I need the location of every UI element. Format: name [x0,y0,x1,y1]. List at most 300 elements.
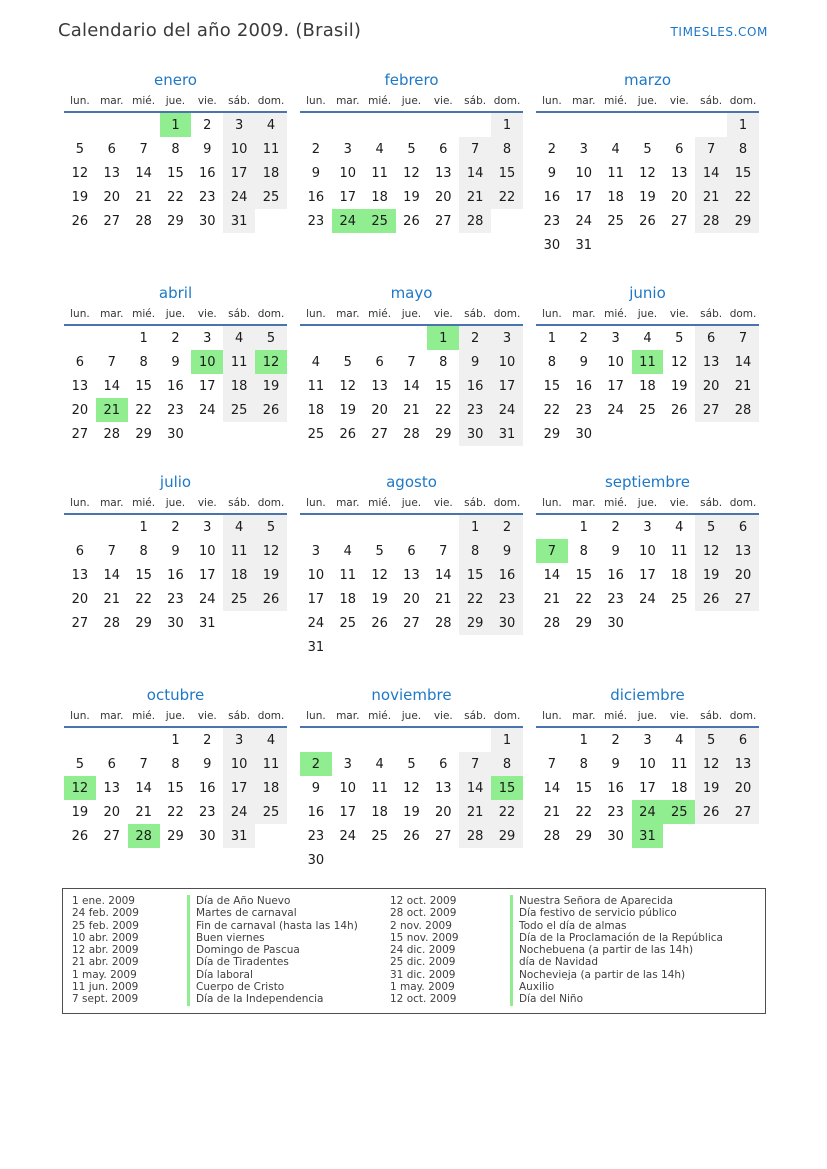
week-row [64,611,287,635]
day-cell: 23 [199,804,216,820]
weekend-day-cell: 22 [727,185,759,209]
day-cell: 30 [199,213,216,229]
day-cell: 2 [171,519,180,535]
day-cell: 5 [75,141,85,157]
day-cell: 4 [643,330,652,346]
day-cell: 18 [339,591,357,607]
weekday-header: lun. [64,495,96,514]
day-cell: 27 [435,213,452,229]
day-cell: 17 [639,780,656,796]
empty-cell [600,422,632,446]
weekday-header: mar. [568,495,600,514]
day-cell: 10 [607,354,624,370]
empty-cell [300,325,332,350]
weekend-day-cell: 14 [695,161,727,185]
week-row [300,848,523,872]
day-cell: 22 [167,804,184,820]
day-cell: 31 [199,615,216,631]
day-cell: 5 [343,354,352,370]
empty-cell [459,848,491,872]
day-cell: 27 [71,615,89,631]
weekend-day-cell: 22 [459,587,491,611]
legend-column-right [390,895,765,1006]
empty-cell [300,112,332,137]
weekend-day-cell: 28 [459,824,491,848]
empty-cell [364,635,396,659]
day-cell: 21 [403,402,420,418]
legend-date: 15 nov. 2009 [390,931,459,944]
weekday-header: vie. [427,93,459,112]
week-row [536,350,759,374]
holiday-day-cell: 1 [427,325,459,350]
weekday-header: lun. [64,708,96,727]
weekend-day-cell: 29 [491,824,523,848]
day-cell: 7 [547,756,557,772]
day-cell: 12 [71,165,89,181]
empty-cell [364,514,396,539]
day-cell: 28 [435,615,452,631]
weekday-header: lun. [536,495,568,514]
day-cell: 20 [71,591,89,607]
month-abril [64,284,287,446]
weekend-day-cell: 4 [223,514,255,539]
day-cell: 11 [339,567,357,583]
empty-cell [427,112,459,137]
day-cell: 14 [543,780,561,796]
day-cell: 4 [675,732,684,748]
empty-cell [663,422,695,446]
day-cell: 2 [171,330,180,346]
month-table [300,93,523,233]
weekend-day-cell: 24 [491,398,523,422]
empty-cell [96,727,128,752]
empty-cell [427,635,459,659]
weekend-day-cell: 26 [695,587,727,611]
day-cell: 6 [107,756,116,772]
week-row [300,350,523,374]
week-row [64,776,287,800]
legend-holiday-name: Cuerpo de Cristo [187,981,284,993]
day-cell: 17 [639,567,656,583]
empty-cell [300,514,332,539]
weekend-day-cell: 6 [727,727,759,752]
empty-cell [695,233,727,257]
day-cell: 18 [607,189,624,205]
legend-column-left [72,895,390,1006]
day-cell: 15 [135,378,152,394]
month-marzo [536,71,759,257]
weekend-day-cell: 3 [491,325,523,350]
weekday-header: sáb. [459,93,491,112]
weekday-header: lun. [536,306,568,325]
empty-cell [695,112,727,137]
day-cell: 3 [643,519,652,535]
month-table [300,708,523,872]
week-row [300,398,523,422]
legend-row [72,956,390,968]
week-row [536,800,759,824]
day-cell: 30 [167,615,184,631]
day-cell: 30 [167,426,184,442]
week-row [300,161,523,185]
week-row [64,350,287,374]
week-row [536,161,759,185]
day-cell: 27 [671,213,688,229]
weekend-day-cell: 4 [255,112,287,137]
day-cell: 2 [203,117,212,133]
month-table [536,306,759,446]
weekday-header: mar. [568,93,600,112]
day-cell: 26 [371,615,388,631]
day-cell: 10 [339,165,357,181]
day-cell: 21 [103,591,121,607]
weekend-day-cell: 21 [459,800,491,824]
weekday-header: vie. [427,708,459,727]
empty-cell [396,635,428,659]
day-cell: 25 [671,591,688,607]
empty-cell [96,112,128,137]
day-cell: 16 [199,165,216,181]
month-mayo [300,284,523,446]
day-cell: 11 [671,756,688,772]
weekday-header: dom. [491,708,523,727]
day-cell: 6 [75,543,85,559]
day-cell: 29 [135,615,152,631]
holiday-day-cell: 25 [663,800,695,824]
day-cell: 19 [403,804,420,820]
day-cell: 21 [435,591,452,607]
day-cell: 4 [611,141,620,157]
legend-row [72,920,390,932]
day-cell: 30 [575,426,593,442]
weekend-day-cell: 30 [459,422,491,446]
day-cell: 10 [575,165,593,181]
day-cell: 28 [103,426,121,442]
weekday-header: sáb. [695,93,727,112]
empty-cell [364,112,396,137]
day-cell: 27 [403,615,420,631]
day-cell: 20 [671,189,688,205]
day-cell: 2 [203,732,212,748]
week-row [536,514,759,539]
empty-cell [632,422,664,446]
day-cell: 7 [407,354,416,370]
day-cell: 2 [611,519,620,535]
legend-date: 25 dic. 2009 [390,956,456,969]
day-cell: 26 [403,213,420,229]
week-row [64,514,287,539]
month-noviembre [300,686,523,872]
weekend-day-cell: 8 [491,137,523,161]
weekday-header: vie. [191,306,223,325]
day-cell: 24 [639,591,656,607]
week-row [300,752,523,776]
weekend-day-cell: 17 [491,374,523,398]
holiday-day-cell: 2 [300,752,332,776]
empty-cell [632,611,664,635]
day-cell: 7 [439,543,448,559]
day-cell: 28 [135,213,152,229]
day-cell: 9 [547,165,557,181]
empty-cell [396,727,428,752]
empty-cell [600,233,632,257]
legend-holiday-name: día de Navidad [510,956,598,968]
weekday-header: jue. [160,708,192,727]
weekend-day-cell: 25 [223,398,255,422]
weekday-header: dom. [727,495,759,514]
weekend-day-cell: 8 [491,752,523,776]
month-enero [64,71,287,233]
legend-row [390,969,765,981]
legend-row [72,969,390,981]
day-cell: 2 [547,141,557,157]
weekend-day-cell: 17 [223,161,255,185]
weekday-header: jue. [632,495,664,514]
empty-cell [396,112,428,137]
weekday-header: mié. [128,495,160,514]
day-cell: 7 [107,354,116,370]
day-cell: 12 [671,354,688,370]
day-cell: 13 [403,567,420,583]
legend-holiday-name: Fin de carnaval (hasta las 14h) [187,920,358,932]
weekend-day-cell: 18 [223,563,255,587]
day-cell: 9 [203,141,212,157]
holiday-day-cell: 31 [632,824,664,848]
day-cell: 9 [611,756,620,772]
weekend-day-cell: 10 [223,137,255,161]
legend-date: 25 feb. 2009 [72,919,139,932]
weekday-header: jue. [632,306,664,325]
day-cell: 6 [675,141,684,157]
weekend-day-cell: 31 [223,209,255,233]
weekday-header: sáb. [223,93,255,112]
empty-cell [300,727,332,752]
week-row [64,112,287,137]
day-cell: 15 [135,567,152,583]
day-cell: 18 [371,804,388,820]
weekday-header: lun. [300,93,332,112]
weekend-day-cell: 20 [695,374,727,398]
page-title: Calendario del año 2009. (Brasil) [58,20,362,41]
weekend-day-cell: 1 [491,727,523,752]
week-row [300,112,523,137]
empty-cell [223,611,255,635]
weekend-day-cell: 29 [459,611,491,635]
empty-cell [64,325,96,350]
day-cell: 1 [579,519,588,535]
legend-holiday-name: Todo el día de almas [510,920,627,932]
weekend-day-cell: 2 [491,514,523,539]
week-row [536,209,759,233]
month-table [536,495,759,635]
weekend-day-cell: 8 [727,137,759,161]
month-title: febrero [384,71,439,89]
weekday-header: mié. [128,306,160,325]
day-cell: 10 [339,780,357,796]
day-cell: 15 [167,165,184,181]
day-cell: 11 [307,378,325,394]
day-cell: 3 [611,330,620,346]
empty-cell [536,514,568,539]
week-row [300,374,523,398]
week-row [300,325,523,350]
day-cell: 29 [167,828,184,844]
weekend-day-cell: 22 [491,185,523,209]
weekend-day-cell: 25 [255,185,287,209]
empty-cell [332,112,364,137]
weekday-header: sáb. [695,306,727,325]
day-cell: 14 [135,780,152,796]
month-title: julio [159,473,192,491]
weekday-header: mié. [128,708,160,727]
weekday-header: mié. [364,306,396,325]
weekday-header: jue. [160,306,192,325]
day-cell: 18 [371,189,388,205]
weekday-header: vie. [663,306,695,325]
week-row [300,422,523,446]
day-cell: 22 [135,402,152,418]
empty-cell [427,727,459,752]
weekend-day-cell: 5 [695,727,727,752]
day-cell: 9 [311,780,321,796]
weekday-header: sáb. [223,708,255,727]
weekend-day-cell: 13 [727,752,759,776]
day-cell: 5 [375,543,384,559]
day-cell: 22 [435,402,452,418]
empty-cell [255,611,287,635]
day-cell: 28 [543,828,561,844]
weekday-header: sáb. [459,495,491,514]
empty-cell [491,848,523,872]
week-row [300,539,523,563]
weekday-header: dom. [727,306,759,325]
day-cell: 15 [575,780,593,796]
day-cell: 5 [643,141,652,157]
day-cell: 13 [671,165,688,181]
day-cell: 23 [543,213,561,229]
weekend-day-cell: 2 [459,325,491,350]
weekend-day-cell: 1 [727,112,759,137]
month-table [64,306,287,446]
empty-cell [695,824,727,848]
legend-date: 21 abr. 2009 [72,956,139,969]
day-cell: 17 [199,567,216,583]
weekday-header: mar. [332,93,364,112]
day-cell: 8 [139,354,148,370]
weekday-header: dom. [491,306,523,325]
legend-date: 10 abr. 2009 [72,931,139,944]
empty-cell [632,233,664,257]
legend-holiday-name: Nochevieja (a partir de las 14h) [510,969,685,981]
week-row [300,727,523,752]
weekday-header: vie. [427,495,459,514]
empty-cell [536,112,568,137]
day-cell: 3 [579,141,588,157]
site-link[interactable]: TIMESLES.COM [670,25,768,39]
day-cell: 4 [375,141,384,157]
week-row [300,514,523,539]
day-cell: 3 [203,330,212,346]
holiday-day-cell: 1 [160,112,192,137]
empty-cell [663,611,695,635]
weekend-day-cell: 10 [223,752,255,776]
month-diciembre [536,686,759,848]
weekday-header: sáb. [223,495,255,514]
weekend-day-cell: 9 [491,539,523,563]
day-cell: 29 [543,426,561,442]
week-row [300,800,523,824]
weekend-day-cell: 24 [223,185,255,209]
empty-cell [64,727,96,752]
day-cell: 16 [607,567,624,583]
day-cell: 27 [435,828,452,844]
day-cell: 20 [71,402,89,418]
day-cell: 5 [75,756,85,772]
day-cell: 10 [639,756,656,772]
weekend-day-cell: 11 [255,752,287,776]
week-row [536,374,759,398]
weekday-header: mar. [96,93,128,112]
empty-cell [396,325,428,350]
day-cell: 1 [171,732,180,748]
weekend-day-cell: 4 [223,325,255,350]
day-cell: 21 [543,591,561,607]
weekend-day-cell: 26 [255,587,287,611]
weekend-day-cell: 19 [695,776,727,800]
weekend-day-cell: 24 [223,800,255,824]
day-cell: 22 [167,189,184,205]
empty-cell [695,611,727,635]
day-cell: 19 [671,378,688,394]
day-cell: 22 [135,591,152,607]
weekday-header: lun. [64,306,96,325]
day-cell: 19 [371,591,388,607]
day-cell: 27 [103,213,121,229]
week-row [536,422,759,446]
day-cell: 19 [339,402,357,418]
day-cell: 14 [543,567,561,583]
day-cell: 24 [339,828,357,844]
empty-cell [223,422,255,446]
empty-cell [332,727,364,752]
empty-cell [128,727,160,752]
week-row [536,233,759,257]
day-cell: 22 [575,804,593,820]
day-cell: 31 [307,639,325,655]
weekend-day-cell: 7 [459,752,491,776]
month-junio [536,284,759,446]
empty-cell [695,422,727,446]
week-row [536,325,759,350]
weekend-day-cell: 13 [727,539,759,563]
empty-cell [459,727,491,752]
weekend-day-cell: 12 [695,539,727,563]
empty-cell [332,514,364,539]
weekday-header: dom. [255,495,287,514]
day-cell: 30 [607,615,624,631]
holiday-day-cell: 24 [332,209,364,233]
week-row [300,185,523,209]
empty-cell [332,848,364,872]
weekend-day-cell: 3 [223,727,255,752]
week-row [536,539,759,563]
day-cell: 19 [403,189,420,205]
day-cell: 11 [671,543,688,559]
weekday-header: dom. [255,306,287,325]
weekend-day-cell: 14 [459,776,491,800]
legend-holiday-name: Martes de carnaval [187,907,297,919]
day-cell: 25 [607,213,624,229]
